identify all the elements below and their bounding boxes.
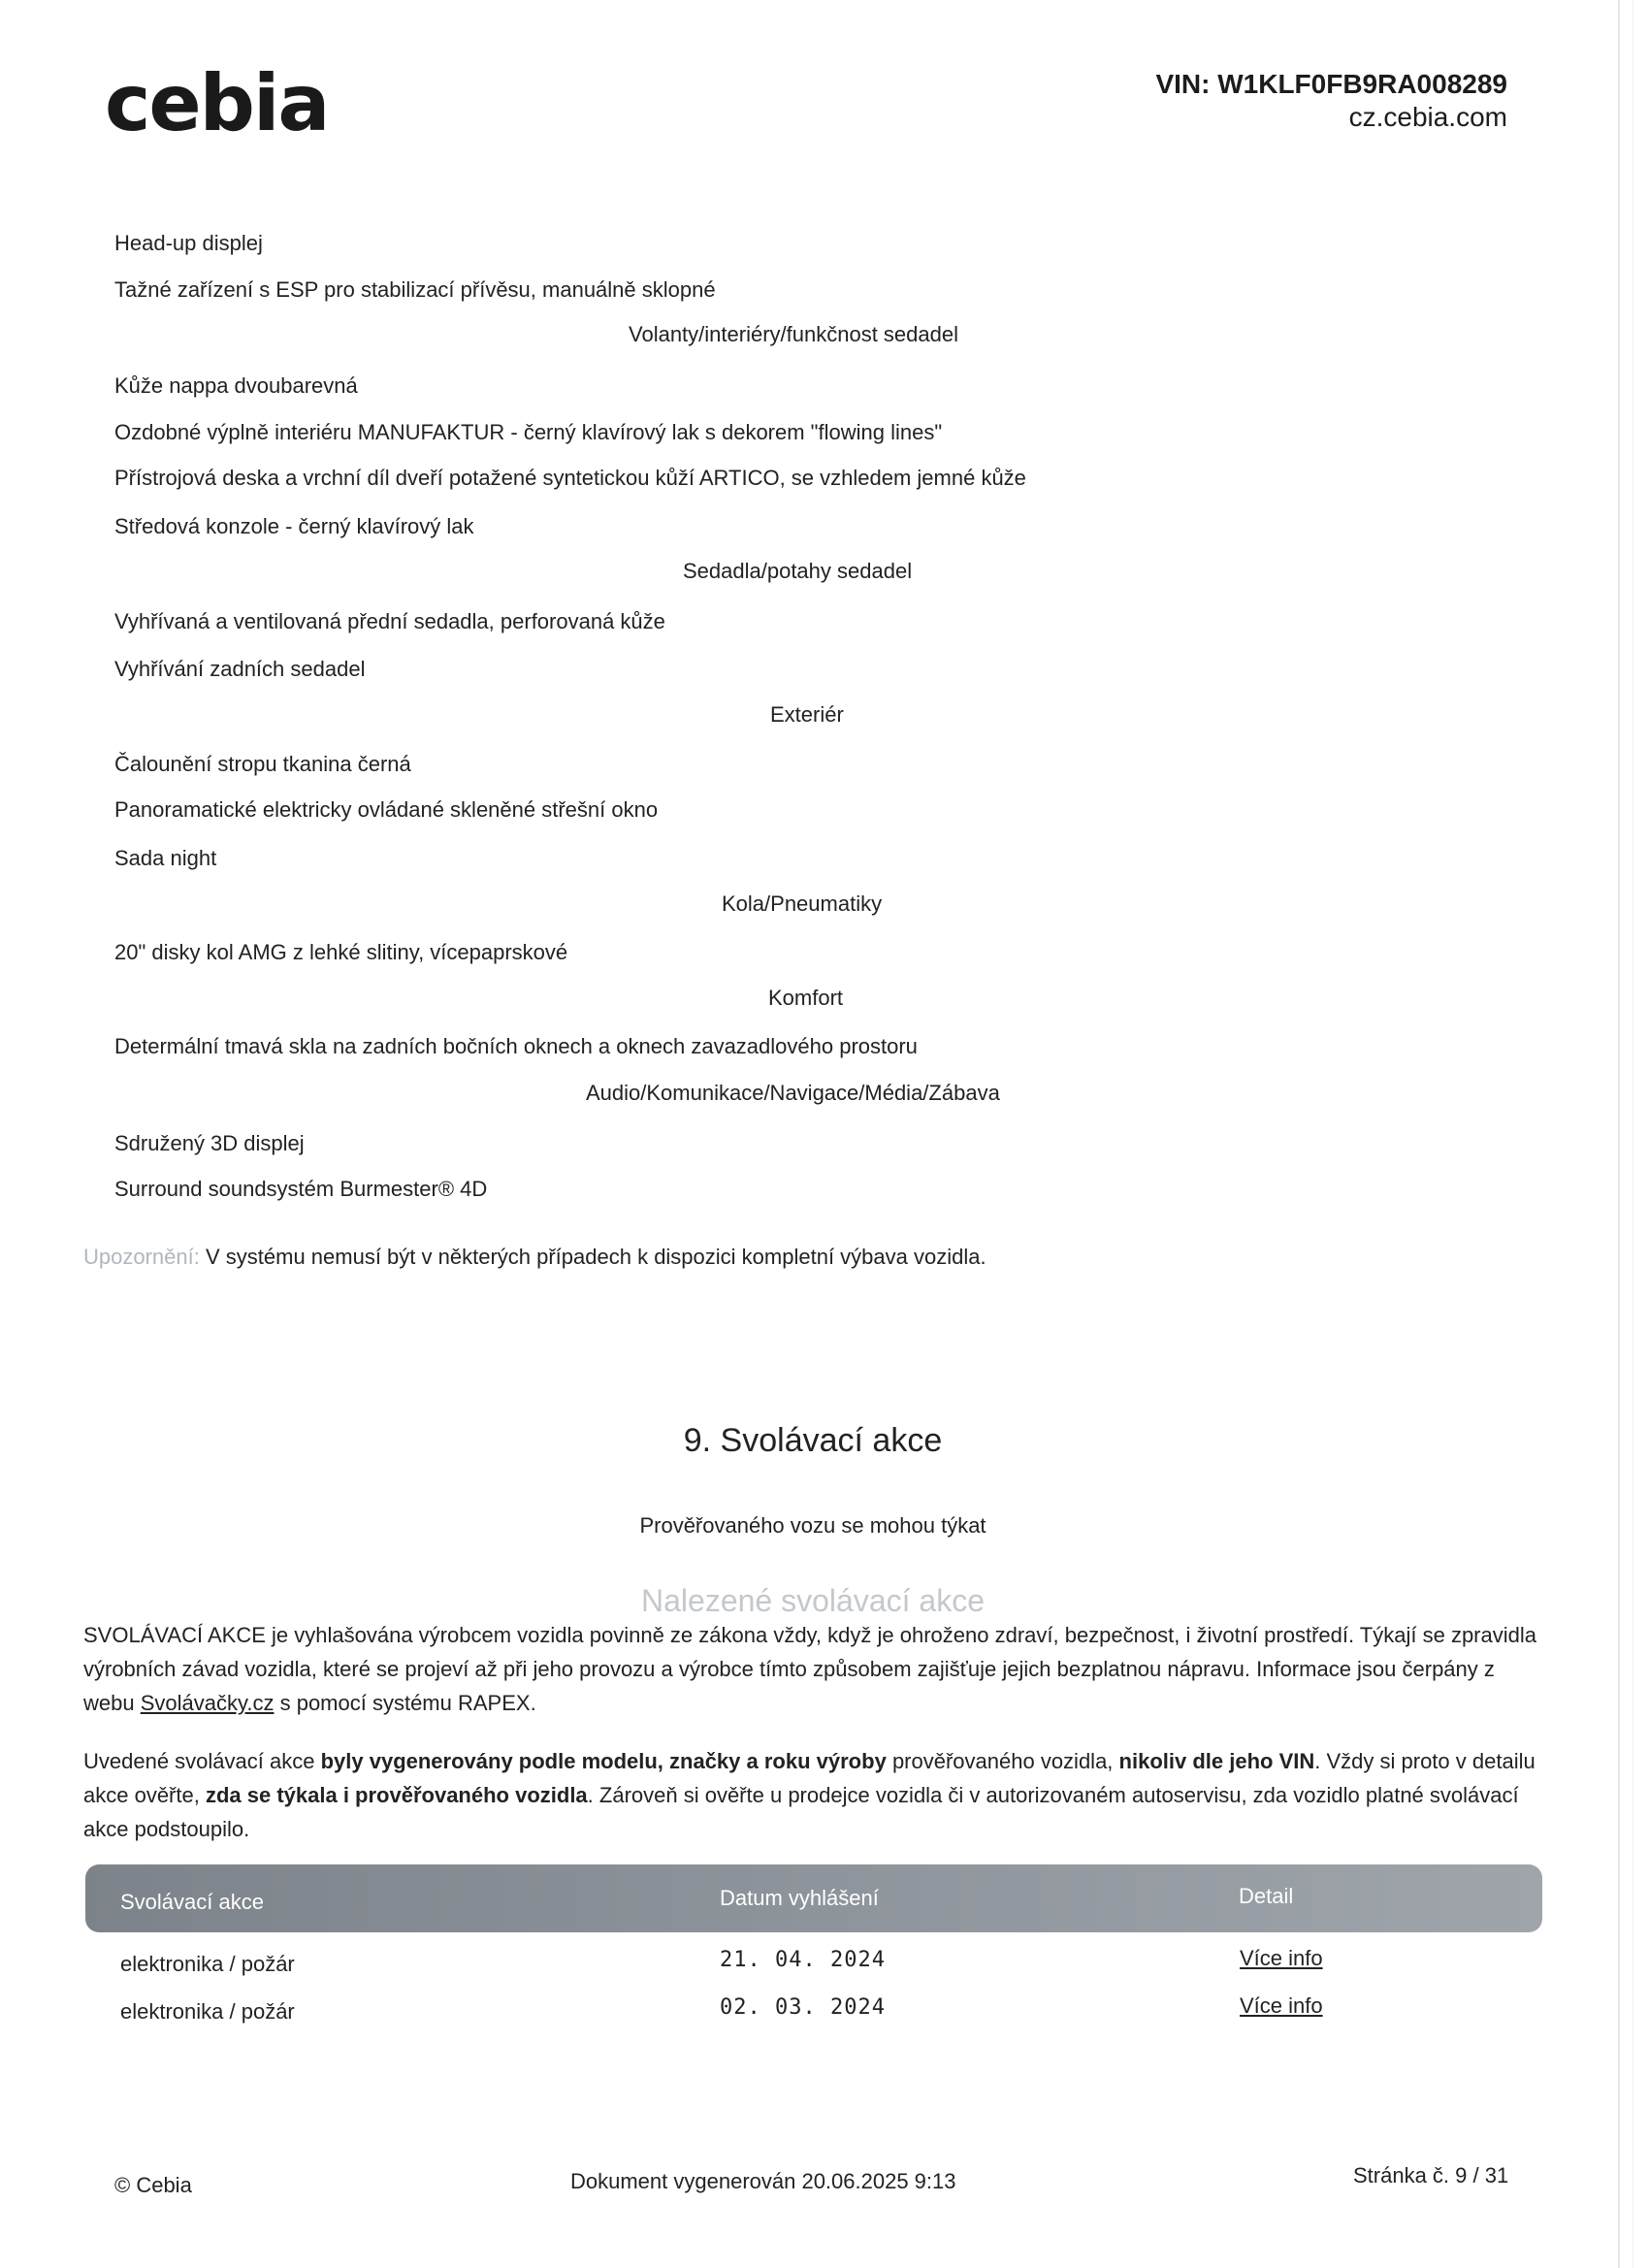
disclaimer-bold: zda se týkala i prověřovaného vozidla (205, 1783, 588, 1807)
equipment-notice (83, 1245, 986, 1270)
disclaimer-text: . Vždy si proto v detailu akce ověřte, (83, 1749, 1536, 1807)
table-row (85, 1992, 1542, 2038)
scan-edge (1618, 0, 1620, 2268)
recall-date: 21. 04. 2024 (720, 1948, 886, 1972)
equipment-item: Panoramatické elektricky ovládané skleněné střešní okno (114, 797, 659, 822)
site-url: cz.cebia.com (1348, 102, 1507, 132)
col-header-action: Svolávací akce (120, 1890, 264, 1914)
vin-number: VIN: W1KLF0FB9RA008289 (1155, 69, 1507, 99)
table-row (85, 1944, 1542, 1991)
recall-info-text: je vyhlašována výrobcem vozidla povinně ze zákona vždy, když je ohroženo zdraví, bezpečnost, i životní prostředí. Týkají se zpravidla výrobních závad vozidla, které se projeví až při jeho provozu a výrobce tímto způsobem zajišťuje jejich bezplatnou nápravu. Informace jsou čerpány z webu (83, 1623, 1536, 1715)
equipment-category: Volanty/interiéry/funkčnost sedadel (629, 322, 958, 346)
equipment-category: Exteriér (770, 702, 844, 727)
found-recalls-heading: Nalezené svolávací akce (641, 1583, 985, 1618)
disclaimer-text: . Zároveň si ověřte u prodejce vozidla či v autorizovaném autoservisu, zda vozidlo platné svolávací akce podstoupilo. (83, 1783, 1519, 1841)
section-subtitle: Prověřovaného vozu se mohou týkat (639, 1513, 986, 1538)
equipment-item: Determální tmavá skla na zadních bočních oknech a oknech zavazadlového prostoru (114, 1034, 918, 1058)
recall-action: elektronika / požár (120, 1999, 295, 2024)
notice-label: Upozornění: (83, 1245, 200, 1269)
equipment-item: Ozdobné výplně interiéru MANUFAKTUR - černý klavírový lak s dekorem "flowing lines" (114, 420, 943, 444)
vin-header (1155, 68, 1507, 134)
disclaimer-bold: nikoliv dle jeho VIN (1118, 1749, 1315, 1773)
recall-action: elektronika / požár (120, 1952, 295, 1976)
recall-info-text: s pomocí systému RAPEX. (279, 1691, 536, 1715)
footer-copyright: © Cebia (114, 2173, 192, 2197)
equipment-category: Audio/Komunikace/Navigace/Média/Zábava (586, 1081, 1000, 1105)
recall-disclaimer-paragraph (83, 1744, 1544, 1846)
more-info-link[interactable]: Více info (1240, 1993, 1323, 2018)
footer-generated: Dokument vygenerován 20.06.2025 9:13 (570, 2169, 956, 2193)
equipment-item: Kůže nappa dvoubarevná (114, 373, 358, 398)
equipment-category: Komfort (768, 986, 844, 1010)
notice-text: V systému nemusí být v některých případech k dispozici kompletní výbava vozidla. (205, 1245, 986, 1269)
equipment-item: Sdružený 3D displej (114, 1131, 305, 1155)
disclaimer-text: Uvedené svolávací akce (83, 1749, 315, 1773)
recall-info-paragraph (83, 1618, 1544, 1720)
equipment-category: Sedadla/potahy sedadel (683, 559, 913, 583)
col-header-detail: Detail (1239, 1884, 1294, 1908)
footer-page-number: Stránka č. 9 / 31 (1353, 2163, 1509, 2187)
cebia-logo: cebia (105, 58, 329, 148)
recall-term: SVOLÁVACÍ AKCE (83, 1623, 266, 1647)
svolavacky-link[interactable]: Svolávačky.cz (140, 1691, 275, 1715)
equipment-item: Sada night (114, 846, 217, 870)
disclaimer-text: prověřovaného vozidla, (891, 1749, 1114, 1773)
equipment-category: Kola/Pneumatiky (722, 891, 883, 916)
equipment-item: Přístrojová deska a vrchní díl dveří potažené syntetickou kůží ARTICO, se vzhledem jemné kůže (114, 466, 1026, 490)
recall-date: 02. 03. 2024 (720, 1995, 886, 2020)
equipment-item: Čalounění stropu tkanina černá (114, 752, 411, 776)
equipment-item: Vyhřívaná a ventilovaná přední sedadla, perforovaná kůže (114, 609, 665, 633)
equipment-item: Head-up displej (114, 231, 263, 255)
equipment-item: 20" disky kol AMG z lehké slitiny, vícepaprskové (114, 940, 568, 964)
equipment-item: Vyhřívání zadních sedadel (114, 657, 366, 681)
equipment-item: Středová konzole - černý klavírový lak (114, 514, 474, 538)
section-title: 9. Svolávací akce (683, 1422, 943, 1459)
col-header-date: Datum vyhlášení (720, 1886, 879, 1910)
more-info-link[interactable]: Více info (1240, 1946, 1323, 1970)
recall-table-header (85, 1864, 1542, 1932)
disclaimer-bold: byly vygenerovány podle modelu, značky a roku výroby (320, 1749, 887, 1773)
equipment-item: Surround soundsystém Burmester® 4D (114, 1177, 488, 1201)
equipment-item: Tažné zařízení s ESP pro stabilizací přívěsu, manuálně sklopné (114, 277, 716, 302)
